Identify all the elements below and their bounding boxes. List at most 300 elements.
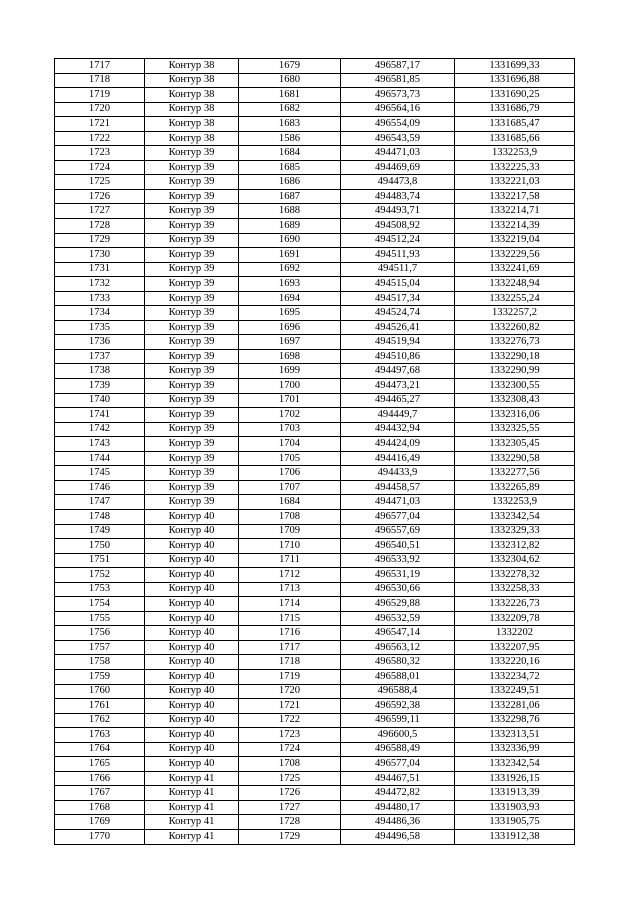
point-number-cell: 1728 xyxy=(239,815,341,830)
x-coordinate-cell: 496588,49 xyxy=(341,742,455,757)
point-number-cell: 1692 xyxy=(239,262,341,277)
row-number-cell: 1730 xyxy=(55,248,145,263)
contour-name-cell: Контур 40 xyxy=(145,713,239,728)
x-coordinate-cell: 494486,36 xyxy=(341,815,455,830)
x-coordinate-cell: 494473,21 xyxy=(341,379,455,394)
x-coordinate-cell: 494449,7 xyxy=(341,408,455,423)
row-number-cell: 1751 xyxy=(55,553,145,568)
contour-name-cell: Контур 39 xyxy=(145,320,239,335)
y-coordinate-cell: 1332253,9 xyxy=(455,146,575,161)
row-number-cell: 1749 xyxy=(55,524,145,539)
row-number-cell: 1721 xyxy=(55,117,145,132)
row-number-cell: 1743 xyxy=(55,437,145,452)
y-coordinate-cell: 1332214,39 xyxy=(455,219,575,234)
row-number-cell: 1723 xyxy=(55,146,145,161)
x-coordinate-cell: 496531,19 xyxy=(341,568,455,583)
contour-name-cell: Контур 40 xyxy=(145,597,239,612)
table-row xyxy=(55,829,575,844)
x-coordinate-cell: 496577,04 xyxy=(341,509,455,524)
y-coordinate-cell: 1332290,18 xyxy=(455,349,575,364)
y-coordinate-cell: 1331699,33 xyxy=(455,59,575,74)
contour-name-cell: Контур 39 xyxy=(145,248,239,263)
y-coordinate-cell: 1332316,06 xyxy=(455,408,575,423)
row-number-cell: 1763 xyxy=(55,728,145,743)
x-coordinate-cell: 496573,73 xyxy=(341,88,455,103)
y-coordinate-cell: 1332249,51 xyxy=(455,684,575,699)
point-number-cell: 1721 xyxy=(239,699,341,714)
point-number-cell: 1706 xyxy=(239,466,341,481)
y-coordinate-cell: 1332325,55 xyxy=(455,422,575,437)
row-number-cell: 1764 xyxy=(55,742,145,757)
y-coordinate-cell: 1332225,33 xyxy=(455,160,575,175)
table-row xyxy=(55,219,575,234)
x-coordinate-cell: 496529,88 xyxy=(341,597,455,612)
row-number-cell: 1727 xyxy=(55,204,145,219)
row-number-cell: 1742 xyxy=(55,422,145,437)
row-number-cell: 1741 xyxy=(55,408,145,423)
point-number-cell: 1683 xyxy=(239,117,341,132)
row-number-cell: 1724 xyxy=(55,160,145,175)
table-row xyxy=(55,175,575,190)
contour-name-cell: Контур 41 xyxy=(145,771,239,786)
point-number-cell: 1709 xyxy=(239,524,341,539)
table-row xyxy=(55,611,575,626)
y-coordinate-cell: 1332217,58 xyxy=(455,189,575,204)
x-coordinate-cell: 496557,69 xyxy=(341,524,455,539)
table-row xyxy=(55,568,575,583)
y-coordinate-cell: 1332281,06 xyxy=(455,699,575,714)
table-row xyxy=(55,480,575,495)
y-coordinate-cell: 1332255,24 xyxy=(455,291,575,306)
y-coordinate-cell: 1331696,88 xyxy=(455,73,575,88)
contour-name-cell: Контур 40 xyxy=(145,699,239,714)
table-row xyxy=(55,713,575,728)
table-row xyxy=(55,306,575,321)
table-row xyxy=(55,160,575,175)
y-coordinate-cell: 1332202 xyxy=(455,626,575,641)
x-coordinate-cell: 494510,86 xyxy=(341,349,455,364)
point-number-cell: 1727 xyxy=(239,800,341,815)
x-coordinate-cell: 496581,85 xyxy=(341,73,455,88)
y-coordinate-cell: 1332329,33 xyxy=(455,524,575,539)
y-coordinate-cell: 1332313,51 xyxy=(455,728,575,743)
point-number-cell: 1713 xyxy=(239,582,341,597)
row-number-cell: 1729 xyxy=(55,233,145,248)
y-coordinate-cell: 1332336,99 xyxy=(455,742,575,757)
y-coordinate-cell: 1332308,43 xyxy=(455,393,575,408)
y-coordinate-cell: 1332257,2 xyxy=(455,306,575,321)
x-coordinate-cell: 496540,51 xyxy=(341,539,455,554)
y-coordinate-cell: 1332342,54 xyxy=(455,757,575,772)
row-number-cell: 1767 xyxy=(55,786,145,801)
y-coordinate-cell: 1332229,56 xyxy=(455,248,575,263)
point-number-cell: 1710 xyxy=(239,539,341,554)
x-coordinate-cell: 496600,5 xyxy=(341,728,455,743)
x-coordinate-cell: 494493,71 xyxy=(341,204,455,219)
contour-name-cell: Контур 40 xyxy=(145,655,239,670)
row-number-cell: 1758 xyxy=(55,655,145,670)
x-coordinate-cell: 496588,01 xyxy=(341,669,455,684)
row-number-cell: 1757 xyxy=(55,640,145,655)
table-row xyxy=(55,509,575,524)
contour-name-cell: Контур 40 xyxy=(145,582,239,597)
contour-name-cell: Контур 39 xyxy=(145,146,239,161)
point-number-cell: 1690 xyxy=(239,233,341,248)
x-coordinate-cell: 494467,51 xyxy=(341,771,455,786)
row-number-cell: 1768 xyxy=(55,800,145,815)
row-number-cell: 1744 xyxy=(55,451,145,466)
row-number-cell: 1728 xyxy=(55,219,145,234)
x-coordinate-cell: 494480,17 xyxy=(341,800,455,815)
table-row xyxy=(55,422,575,437)
x-coordinate-cell: 494458,57 xyxy=(341,480,455,495)
row-number-cell: 1722 xyxy=(55,131,145,146)
point-number-cell: 1712 xyxy=(239,568,341,583)
y-coordinate-cell: 1331685,47 xyxy=(455,117,575,132)
x-coordinate-cell: 494432,94 xyxy=(341,422,455,437)
row-number-cell: 1738 xyxy=(55,364,145,379)
row-number-cell: 1762 xyxy=(55,713,145,728)
contour-name-cell: Контур 40 xyxy=(145,539,239,554)
row-number-cell: 1748 xyxy=(55,509,145,524)
table-row xyxy=(55,815,575,830)
row-number-cell: 1755 xyxy=(55,611,145,626)
contour-name-cell: Контур 39 xyxy=(145,306,239,321)
table-row xyxy=(55,597,575,612)
table-row xyxy=(55,262,575,277)
y-coordinate-cell: 1331903,93 xyxy=(455,800,575,815)
row-number-cell: 1734 xyxy=(55,306,145,321)
row-number-cell: 1731 xyxy=(55,262,145,277)
contour-name-cell: Контур 40 xyxy=(145,742,239,757)
point-number-cell: 1684 xyxy=(239,146,341,161)
x-coordinate-cell: 494465,27 xyxy=(341,393,455,408)
point-number-cell: 1699 xyxy=(239,364,341,379)
contour-name-cell: Контур 39 xyxy=(145,364,239,379)
contour-name-cell: Контур 40 xyxy=(145,553,239,568)
table-row xyxy=(55,73,575,88)
row-number-cell: 1769 xyxy=(55,815,145,830)
y-coordinate-cell: 1332207,95 xyxy=(455,640,575,655)
y-coordinate-cell: 1332277,56 xyxy=(455,466,575,481)
point-number-cell: 1684 xyxy=(239,495,341,510)
contour-name-cell: Контур 40 xyxy=(145,757,239,772)
row-number-cell: 1746 xyxy=(55,480,145,495)
x-coordinate-cell: 494472,82 xyxy=(341,786,455,801)
y-coordinate-cell: 1332298,76 xyxy=(455,713,575,728)
contour-name-cell: Контур 39 xyxy=(145,335,239,350)
point-number-cell: 1688 xyxy=(239,204,341,219)
contour-name-cell: Контур 39 xyxy=(145,393,239,408)
point-number-cell: 1719 xyxy=(239,669,341,684)
contour-name-cell: Контур 39 xyxy=(145,466,239,481)
point-number-cell: 1682 xyxy=(239,102,341,117)
table-row xyxy=(55,364,575,379)
row-number-cell: 1732 xyxy=(55,277,145,292)
x-coordinate-cell: 494496,58 xyxy=(341,829,455,844)
x-coordinate-cell: 496592,38 xyxy=(341,699,455,714)
x-coordinate-cell: 494517,34 xyxy=(341,291,455,306)
point-number-cell: 1702 xyxy=(239,408,341,423)
contour-name-cell: Контур 38 xyxy=(145,59,239,74)
row-number-cell: 1725 xyxy=(55,175,145,190)
table-row xyxy=(55,233,575,248)
y-coordinate-cell: 1331926,15 xyxy=(455,771,575,786)
table-row xyxy=(55,437,575,452)
contour-name-cell: Контур 41 xyxy=(145,800,239,815)
table-row xyxy=(55,248,575,263)
row-number-cell: 1750 xyxy=(55,539,145,554)
point-number-cell: 1701 xyxy=(239,393,341,408)
table-row xyxy=(55,553,575,568)
y-coordinate-cell: 1332234,72 xyxy=(455,669,575,684)
contour-name-cell: Контур 38 xyxy=(145,102,239,117)
table-row xyxy=(55,699,575,714)
contour-name-cell: Контур 40 xyxy=(145,626,239,641)
x-coordinate-cell: 494469,69 xyxy=(341,160,455,175)
table-row xyxy=(55,117,575,132)
x-coordinate-cell: 496580,32 xyxy=(341,655,455,670)
contour-name-cell: Контур 40 xyxy=(145,684,239,699)
point-number-cell: 1711 xyxy=(239,553,341,568)
y-coordinate-cell: 1331912,38 xyxy=(455,829,575,844)
row-number-cell: 1765 xyxy=(55,757,145,772)
contour-name-cell: Контур 39 xyxy=(145,480,239,495)
table-row xyxy=(55,393,575,408)
row-number-cell: 1745 xyxy=(55,466,145,481)
contour-name-cell: Контур 40 xyxy=(145,524,239,539)
contour-name-cell: Контур 40 xyxy=(145,728,239,743)
contour-name-cell: Контур 41 xyxy=(145,786,239,801)
y-coordinate-cell: 1331690,25 xyxy=(455,88,575,103)
x-coordinate-cell: 496577,04 xyxy=(341,757,455,772)
point-number-cell: 1725 xyxy=(239,771,341,786)
x-coordinate-cell: 494508,92 xyxy=(341,219,455,234)
x-coordinate-cell: 496587,17 xyxy=(341,59,455,74)
contour-name-cell: Контур 39 xyxy=(145,408,239,423)
table-row xyxy=(55,451,575,466)
contour-name-cell: Контур 39 xyxy=(145,495,239,510)
contour-name-cell: Контур 41 xyxy=(145,829,239,844)
x-coordinate-cell: 494416,49 xyxy=(341,451,455,466)
point-number-cell: 1693 xyxy=(239,277,341,292)
point-number-cell: 1686 xyxy=(239,175,341,190)
point-number-cell: 1726 xyxy=(239,786,341,801)
point-number-cell: 1729 xyxy=(239,829,341,844)
row-number-cell: 1735 xyxy=(55,320,145,335)
point-number-cell: 1707 xyxy=(239,480,341,495)
row-number-cell: 1766 xyxy=(55,771,145,786)
table-row xyxy=(55,146,575,161)
table-row xyxy=(55,771,575,786)
table-row xyxy=(55,466,575,481)
y-coordinate-cell: 1332278,32 xyxy=(455,568,575,583)
point-number-cell: 1685 xyxy=(239,160,341,175)
point-number-cell: 1696 xyxy=(239,320,341,335)
row-number-cell: 1720 xyxy=(55,102,145,117)
y-coordinate-cell: 1332209,78 xyxy=(455,611,575,626)
contour-name-cell: Контур 39 xyxy=(145,219,239,234)
table-row xyxy=(55,320,575,335)
contour-name-cell: Контур 39 xyxy=(145,291,239,306)
x-coordinate-cell: 494526,41 xyxy=(341,320,455,335)
x-coordinate-cell: 494497,68 xyxy=(341,364,455,379)
x-coordinate-cell: 496588,4 xyxy=(341,684,455,699)
row-number-cell: 1736 xyxy=(55,335,145,350)
table-row xyxy=(55,379,575,394)
y-coordinate-cell: 1332305,45 xyxy=(455,437,575,452)
coordinates-table-body xyxy=(55,59,575,845)
x-coordinate-cell: 496554,09 xyxy=(341,117,455,132)
y-coordinate-cell: 1331685,66 xyxy=(455,131,575,146)
point-number-cell: 1724 xyxy=(239,742,341,757)
row-number-cell: 1760 xyxy=(55,684,145,699)
y-coordinate-cell: 1332290,99 xyxy=(455,364,575,379)
contour-name-cell: Контур 39 xyxy=(145,233,239,248)
table-row xyxy=(55,728,575,743)
x-coordinate-cell: 494433,9 xyxy=(341,466,455,481)
contour-name-cell: Контур 39 xyxy=(145,175,239,190)
table-row xyxy=(55,131,575,146)
y-coordinate-cell: 1332241,69 xyxy=(455,262,575,277)
point-number-cell: 1717 xyxy=(239,640,341,655)
point-number-cell: 1695 xyxy=(239,306,341,321)
y-coordinate-cell: 1332253,9 xyxy=(455,495,575,510)
x-coordinate-cell: 494473,8 xyxy=(341,175,455,190)
contour-name-cell: Контур 40 xyxy=(145,669,239,684)
y-coordinate-cell: 1332265,89 xyxy=(455,480,575,495)
contour-name-cell: Контур 39 xyxy=(145,451,239,466)
contour-name-cell: Контур 38 xyxy=(145,73,239,88)
table-row xyxy=(55,59,575,74)
point-number-cell: 1718 xyxy=(239,655,341,670)
table-row xyxy=(55,335,575,350)
contour-name-cell: Контур 40 xyxy=(145,568,239,583)
contour-name-cell: Контур 39 xyxy=(145,277,239,292)
y-coordinate-cell: 1331913,39 xyxy=(455,786,575,801)
contour-name-cell: Контур 39 xyxy=(145,160,239,175)
x-coordinate-cell: 496533,92 xyxy=(341,553,455,568)
row-number-cell: 1740 xyxy=(55,393,145,408)
y-coordinate-cell: 1332214,71 xyxy=(455,204,575,219)
point-number-cell: 1681 xyxy=(239,88,341,103)
table-row xyxy=(55,349,575,364)
row-number-cell: 1753 xyxy=(55,582,145,597)
x-coordinate-cell: 496530,66 xyxy=(341,582,455,597)
point-number-cell: 1722 xyxy=(239,713,341,728)
table-row xyxy=(55,524,575,539)
x-coordinate-cell: 494519,94 xyxy=(341,335,455,350)
contour-name-cell: Контур 38 xyxy=(145,131,239,146)
row-number-cell: 1717 xyxy=(55,59,145,74)
row-number-cell: 1718 xyxy=(55,73,145,88)
table-row xyxy=(55,655,575,670)
row-number-cell: 1761 xyxy=(55,699,145,714)
table-row xyxy=(55,684,575,699)
point-number-cell: 1679 xyxy=(239,59,341,74)
x-coordinate-cell: 496532,59 xyxy=(341,611,455,626)
point-number-cell: 1704 xyxy=(239,437,341,452)
y-coordinate-cell: 1332248,94 xyxy=(455,277,575,292)
row-number-cell: 1747 xyxy=(55,495,145,510)
point-number-cell: 1716 xyxy=(239,626,341,641)
point-number-cell: 1689 xyxy=(239,219,341,234)
point-number-cell: 1687 xyxy=(239,189,341,204)
point-number-cell: 1700 xyxy=(239,379,341,394)
point-number-cell: 1705 xyxy=(239,451,341,466)
contour-name-cell: Контур 39 xyxy=(145,437,239,452)
table-row xyxy=(55,189,575,204)
y-coordinate-cell: 1332219,04 xyxy=(455,233,575,248)
contour-name-cell: Контур 38 xyxy=(145,117,239,132)
x-coordinate-cell: 494515,04 xyxy=(341,277,455,292)
row-number-cell: 1752 xyxy=(55,568,145,583)
point-number-cell: 1694 xyxy=(239,291,341,306)
x-coordinate-cell: 494483,74 xyxy=(341,189,455,204)
contour-name-cell: Контур 39 xyxy=(145,189,239,204)
contour-name-cell: Контур 38 xyxy=(145,88,239,103)
y-coordinate-cell: 1332342,54 xyxy=(455,509,575,524)
x-coordinate-cell: 494511,93 xyxy=(341,248,455,263)
contour-name-cell: Контур 39 xyxy=(145,422,239,437)
y-coordinate-cell: 1332304,62 xyxy=(455,553,575,568)
coordinates-table xyxy=(54,58,575,845)
contour-name-cell: Контур 40 xyxy=(145,640,239,655)
table-row xyxy=(55,277,575,292)
table-row xyxy=(55,408,575,423)
y-coordinate-cell: 1332226,73 xyxy=(455,597,575,612)
point-number-cell: 1714 xyxy=(239,597,341,612)
point-number-cell: 1586 xyxy=(239,131,341,146)
row-number-cell: 1726 xyxy=(55,189,145,204)
contour-name-cell: Контур 39 xyxy=(145,379,239,394)
x-coordinate-cell: 496547,14 xyxy=(341,626,455,641)
table-row xyxy=(55,800,575,815)
table-row xyxy=(55,669,575,684)
table-row xyxy=(55,757,575,772)
y-coordinate-cell: 1332258,33 xyxy=(455,582,575,597)
table-row xyxy=(55,88,575,103)
point-number-cell: 1715 xyxy=(239,611,341,626)
point-number-cell: 1691 xyxy=(239,248,341,263)
point-number-cell: 1680 xyxy=(239,73,341,88)
contour-name-cell: Контур 41 xyxy=(145,815,239,830)
table-row xyxy=(55,640,575,655)
contour-name-cell: Контур 39 xyxy=(145,204,239,219)
row-number-cell: 1719 xyxy=(55,88,145,103)
point-number-cell: 1698 xyxy=(239,349,341,364)
row-number-cell: 1770 xyxy=(55,829,145,844)
x-coordinate-cell: 496599,11 xyxy=(341,713,455,728)
table-row xyxy=(55,495,575,510)
y-coordinate-cell: 1332276,73 xyxy=(455,335,575,350)
x-coordinate-cell: 494512,24 xyxy=(341,233,455,248)
row-number-cell: 1739 xyxy=(55,379,145,394)
row-number-cell: 1756 xyxy=(55,626,145,641)
y-coordinate-cell: 1332290,58 xyxy=(455,451,575,466)
point-number-cell: 1708 xyxy=(239,757,341,772)
y-coordinate-cell: 1332221,03 xyxy=(455,175,575,190)
x-coordinate-cell: 496564,16 xyxy=(341,102,455,117)
row-number-cell: 1759 xyxy=(55,669,145,684)
x-coordinate-cell: 494524,74 xyxy=(341,306,455,321)
table-row xyxy=(55,291,575,306)
row-number-cell: 1733 xyxy=(55,291,145,306)
x-coordinate-cell: 494471,03 xyxy=(341,146,455,161)
x-coordinate-cell: 494424,09 xyxy=(341,437,455,452)
table-row xyxy=(55,742,575,757)
table-row xyxy=(55,539,575,554)
